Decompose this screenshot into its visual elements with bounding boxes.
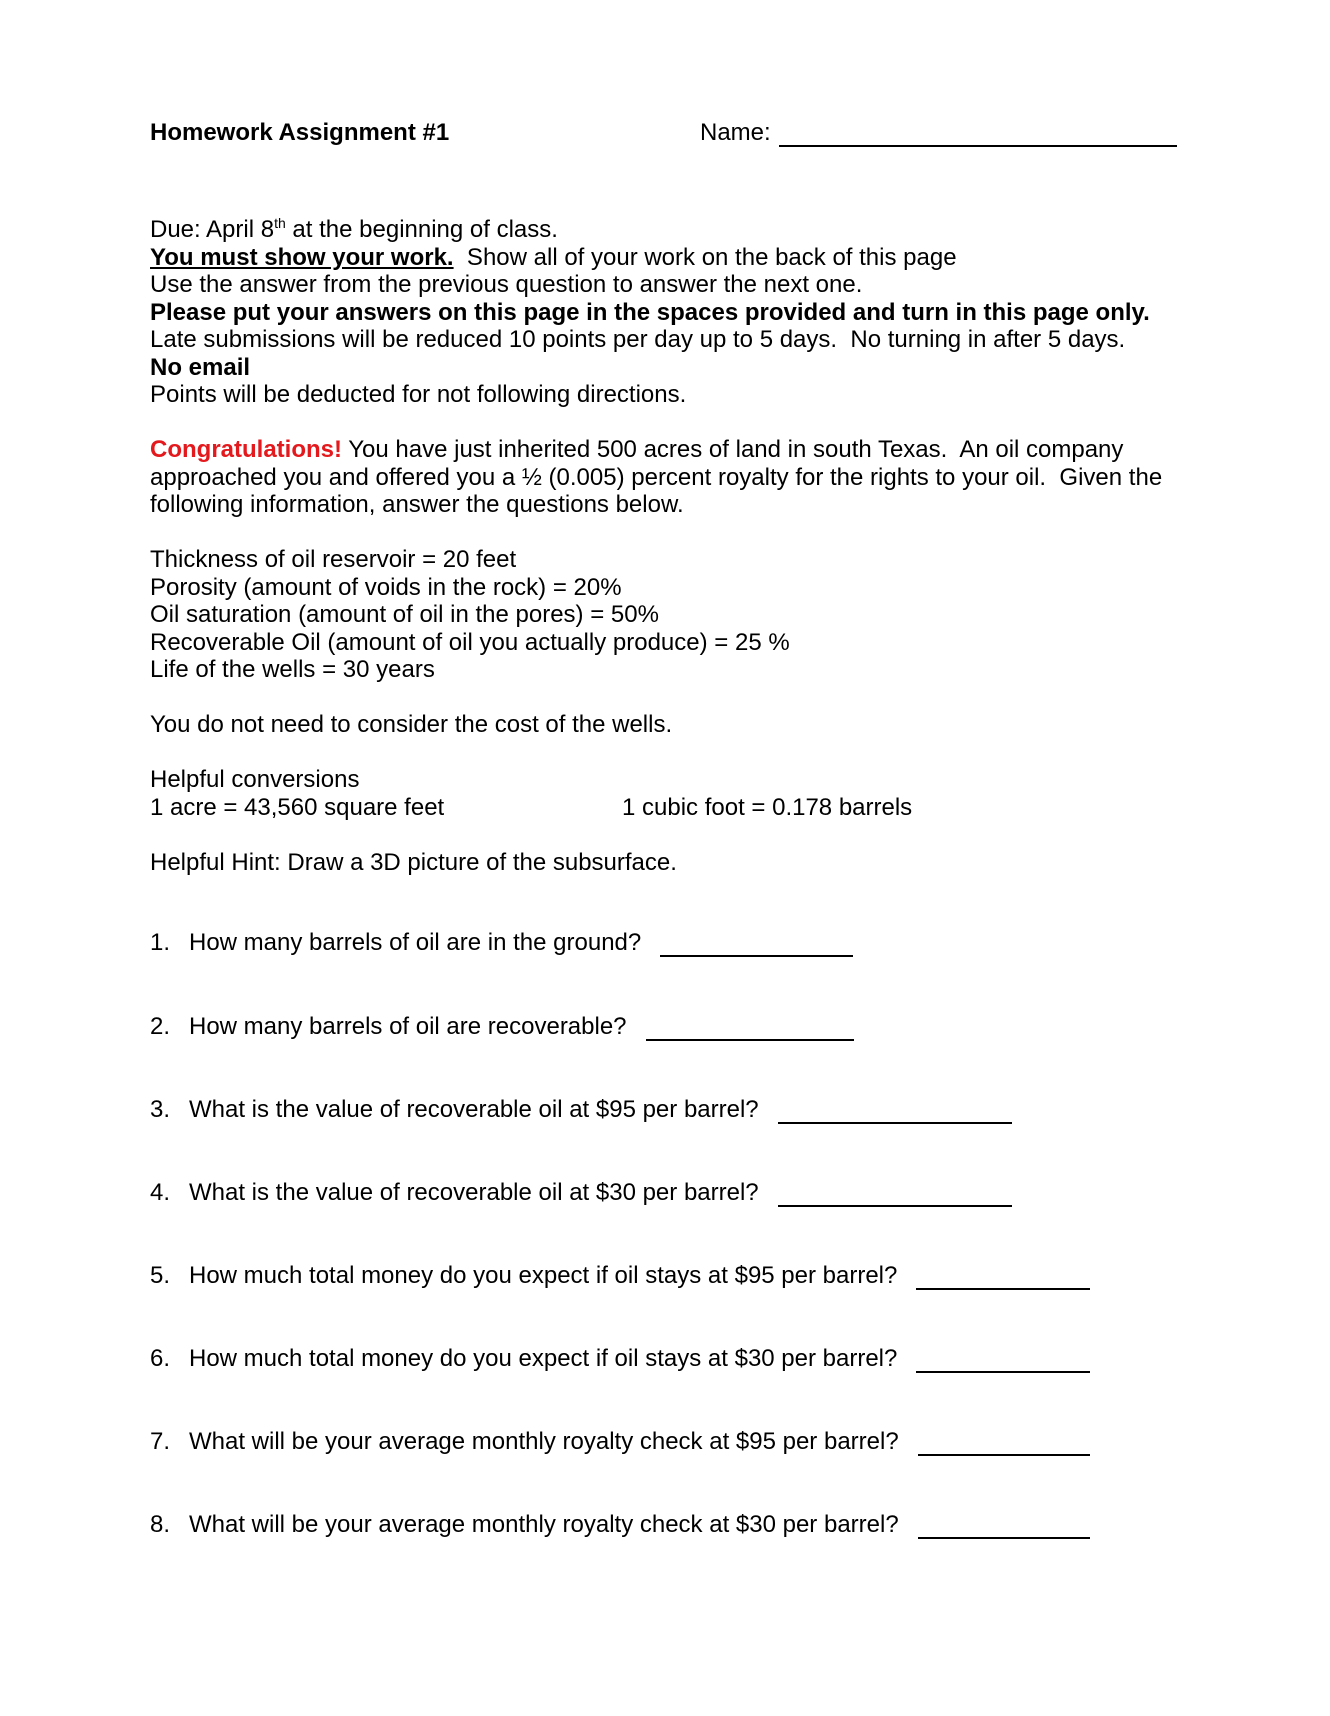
question-number: 2. <box>150 1013 171 1040</box>
helpful-conversions <box>150 766 1200 821</box>
question-text: What will be your average monthly royalty check at $30 per barrel? <box>189 1511 899 1538</box>
congratulations-text: Congratulations! <box>150 436 342 463</box>
question-text: What will be your average monthly royalty check at $95 per barrel? <box>189 1428 899 1455</box>
late-submission-line: Late submissions will be reduced 10 points per day up to 5 days. No turning in after 5 days. <box>150 326 1126 353</box>
question-number: 7. <box>150 1428 171 1455</box>
intro-line-3: following information, answer the questions below. <box>150 491 684 518</box>
due-date-suffix: at the beginning of class. <box>285 216 558 243</box>
question-item <box>150 1428 1090 1456</box>
name-answer-line[interactable] <box>779 119 1177 147</box>
answer-line[interactable] <box>918 1428 1090 1456</box>
question-text: How many barrels of oil are recoverable? <box>189 1013 627 1040</box>
question-number: 5. <box>150 1262 171 1289</box>
use-answer-line: Use the answer from the previous question to answer the next one. <box>150 271 863 298</box>
due-date-ordinal: th <box>274 215 286 231</box>
question-number: 1. <box>150 929 171 956</box>
show-work-rest: Show all of your work on the back of this page <box>453 243 957 271</box>
answer-line[interactable] <box>660 929 853 957</box>
question-text: What is the value of recoverable oil at $30 per barrel? <box>189 1179 759 1206</box>
intro-line-1-rest: You have just inherited 500 acres of land in south Texas. An oil company <box>342 436 1124 463</box>
question-item <box>150 1013 854 1041</box>
question-item <box>150 1262 1090 1290</box>
question-number: 3. <box>150 1096 171 1123</box>
answer-line[interactable] <box>778 1096 1012 1124</box>
answer-line[interactable] <box>916 1262 1090 1290</box>
instructions-block <box>150 216 1200 409</box>
question-number: 6. <box>150 1345 171 1372</box>
question-item <box>150 1096 1012 1124</box>
parameter-item: Oil saturation (amount of oil in the pores) = 50% <box>150 601 659 628</box>
question-number: 8. <box>150 1511 171 1538</box>
helpful-hint: Helpful Hint: Draw a 3D picture of the subsurface. <box>150 849 677 876</box>
parameter-item: Recoverable Oil (amount of oil you actually produce) = 25 % <box>150 628 790 656</box>
points-deducted-line: Points will be deducted for not following directions. <box>150 381 687 408</box>
conversions-heading: Helpful conversions <box>150 766 360 793</box>
acre-conversion: 1 acre = 43,560 square feet <box>150 793 445 821</box>
conversions-row <box>150 794 1200 822</box>
due-date-line <box>150 216 1200 244</box>
answer-line[interactable] <box>778 1179 1012 1207</box>
due-date-prefix: Due: April 8 <box>150 216 275 243</box>
cubic-foot-conversion: 1 cubic foot = 0.178 barrels <box>622 793 913 821</box>
answer-line[interactable] <box>916 1345 1090 1373</box>
answer-line[interactable] <box>646 1013 854 1041</box>
question-text: How many barrels of oil are in the ground? <box>189 929 642 956</box>
intro-line-2: approached you and offered you a ½ (0.005) percent royalty for the rights to your oil. Given the <box>150 463 1163 491</box>
question-number: 4. <box>150 1179 171 1206</box>
parameter-item: Life of the wells = 30 years <box>150 656 435 683</box>
question-text: What is the value of recoverable oil at $95 per barrel? <box>189 1096 759 1123</box>
parameter-item: Porosity (amount of voids in the rock) = 20% <box>150 573 622 601</box>
question-item <box>150 929 853 957</box>
name-field-row <box>700 119 1177 147</box>
answer-line[interactable] <box>918 1511 1090 1539</box>
name-label: Name: <box>700 119 771 146</box>
question-item <box>150 1345 1090 1373</box>
intro-line-1 <box>150 436 1200 464</box>
no-email-line: No email <box>150 353 251 381</box>
question-text: How much total money do you expect if oil stays at $95 per barrel? <box>189 1262 898 1289</box>
question-item <box>150 1179 1012 1207</box>
put-answers-line: Please put your answers on this page in the spaces provided and turn in this page only. <box>150 298 1150 326</box>
show-work-emphasis: You must show your work. <box>150 243 454 271</box>
parameter-item: Thickness of oil reservoir = 20 feet <box>150 546 517 573</box>
page-title: Homework Assignment #1 <box>150 119 450 146</box>
question-text: How much total money do you expect if oil stays at $30 per barrel? <box>189 1345 898 1372</box>
question-item <box>150 1511 1090 1539</box>
cost-note: You do not need to consider the cost of the wells. <box>150 711 673 738</box>
intro-paragraph <box>150 436 1200 519</box>
reservoir-parameters <box>150 546 1200 684</box>
show-work-line <box>150 244 1200 272</box>
